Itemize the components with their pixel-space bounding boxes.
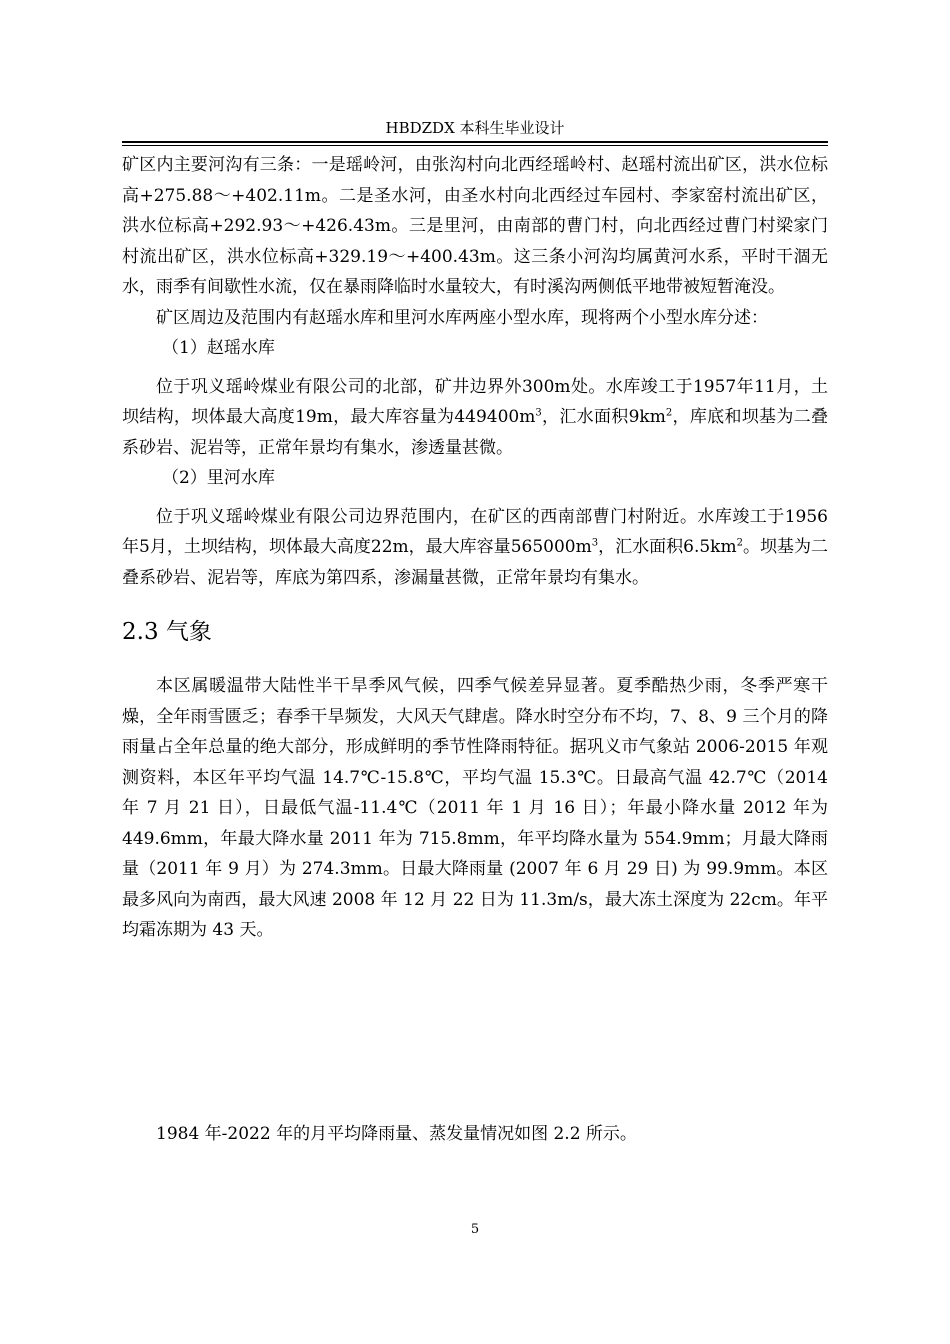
paragraph-lihe: [122, 502, 828, 594]
header-rule-thick: [122, 141, 828, 143]
superscript: 2: [736, 537, 743, 549]
item-label-lihe: （2）里河水库: [162, 468, 275, 488]
section-heading: 2.3 气象: [122, 619, 212, 645]
text-run: 位于巩义瑶岭煤业有限公司的北部，矿井边界外300m处。水库竣工于1957年11月，土坝结构，坝体最大高度19m，最大库容量为449400m: [122, 376, 828, 427]
paragraph-zhaoyao: [122, 372, 828, 464]
figure-lead-text: 1984 年-2022 年的月平均降雨量、蒸发量情况如图 2.2 所示。: [156, 1124, 637, 1144]
superscript: 3: [535, 407, 542, 419]
text-run: 。坝基为二叠系砂岩、泥岩等，库底为第四系，渗漏量甚微，正常年景均有集水。: [122, 537, 828, 588]
text-run: ，库底和坝基为二叠系砂岩、泥岩等，正常年景均有集水，渗透量甚微。: [122, 407, 828, 458]
superscript: 2: [665, 407, 673, 419]
text-run: 位于巩义瑶岭煤业有限公司边界范围内，在矿区的西南部曹门村附近。水库竣工于1956年5月，土坝结构，坝体最大高度22m，最大库容量565000m: [122, 506, 828, 557]
text-run: ，汇水面积9km: [541, 407, 666, 427]
header-rule-thin: [122, 145, 828, 146]
paragraph-climate: 本区属暖温带大陆性半干旱季风气候，四季气候差异显著。夏季酷热少雨，冬季严寒干燥，全年雨雪匮乏；春季干旱频发，大风天气肆虐。降水时空分布不均，7、8、9 三个月的降雨量占全年总量的绝大部分，形成鲜明的季节性降雨特征。据巩义市气象站 2006-2015 年观测资料，本区年平均气温 14.7℃-15.8℃，平均气温 15.3℃。日最高气温 42.7℃（2014 年 7 月 21 日），日最低气温-11.4℃（2011 年 1 月 16 日）；年最小降水量 2012 年为 449.6mm，年最大降水量 2011 年为 715.8mm，年平均降水量为 554.9mm；月最大降雨量（2011 年 9 月）为 274.3mm。日最大降雨量 (2007 年 6 月 29 日) 为 99.9mm。本区最多风向为南西，最大风速 2008 年 12 月 22 日为 11.3m/s，最大冻土深度为 22cm。年平均霜冻期为 43 天。: [122, 676, 828, 940]
paragraph-rivers: 矿区内主要河沟有三条：一是瑶岭河，由张沟村向北西经瑶岭村、赵瑶村流出矿区，洪水位标高+275.88～+402.11m。二是圣水河，由圣水村向北西经过车园村、李家窑村流出矿区，洪水位标高+292.93～+426.43m。三是里河，由南部的曹门村，向北西经过曹门村梁家门村流出矿区，洪水位标高+329.19～+400.43m。这三条小河沟均属黄河水系，平时干涸无水，雨季有间歇性水流，仅在暴雨降临时水量较大，有时溪沟两侧低平地带被短暂淹没。: [122, 155, 828, 297]
item-label-zhaoyao: （1）赵瑶水库: [162, 338, 275, 358]
page-number: 5: [470, 1222, 480, 1237]
body-text: [122, 150, 828, 946]
text-run: ，汇水面积6.5km: [598, 537, 737, 557]
superscript: 3: [591, 537, 599, 549]
paragraph-reservoirs-intro: 矿区周边及范围内有赵瑶水库和里河水库两座小型水库，现将两个小型水库分述：: [156, 307, 768, 328]
page-header: HBDZDX 本科生毕业设计: [385, 119, 565, 137]
